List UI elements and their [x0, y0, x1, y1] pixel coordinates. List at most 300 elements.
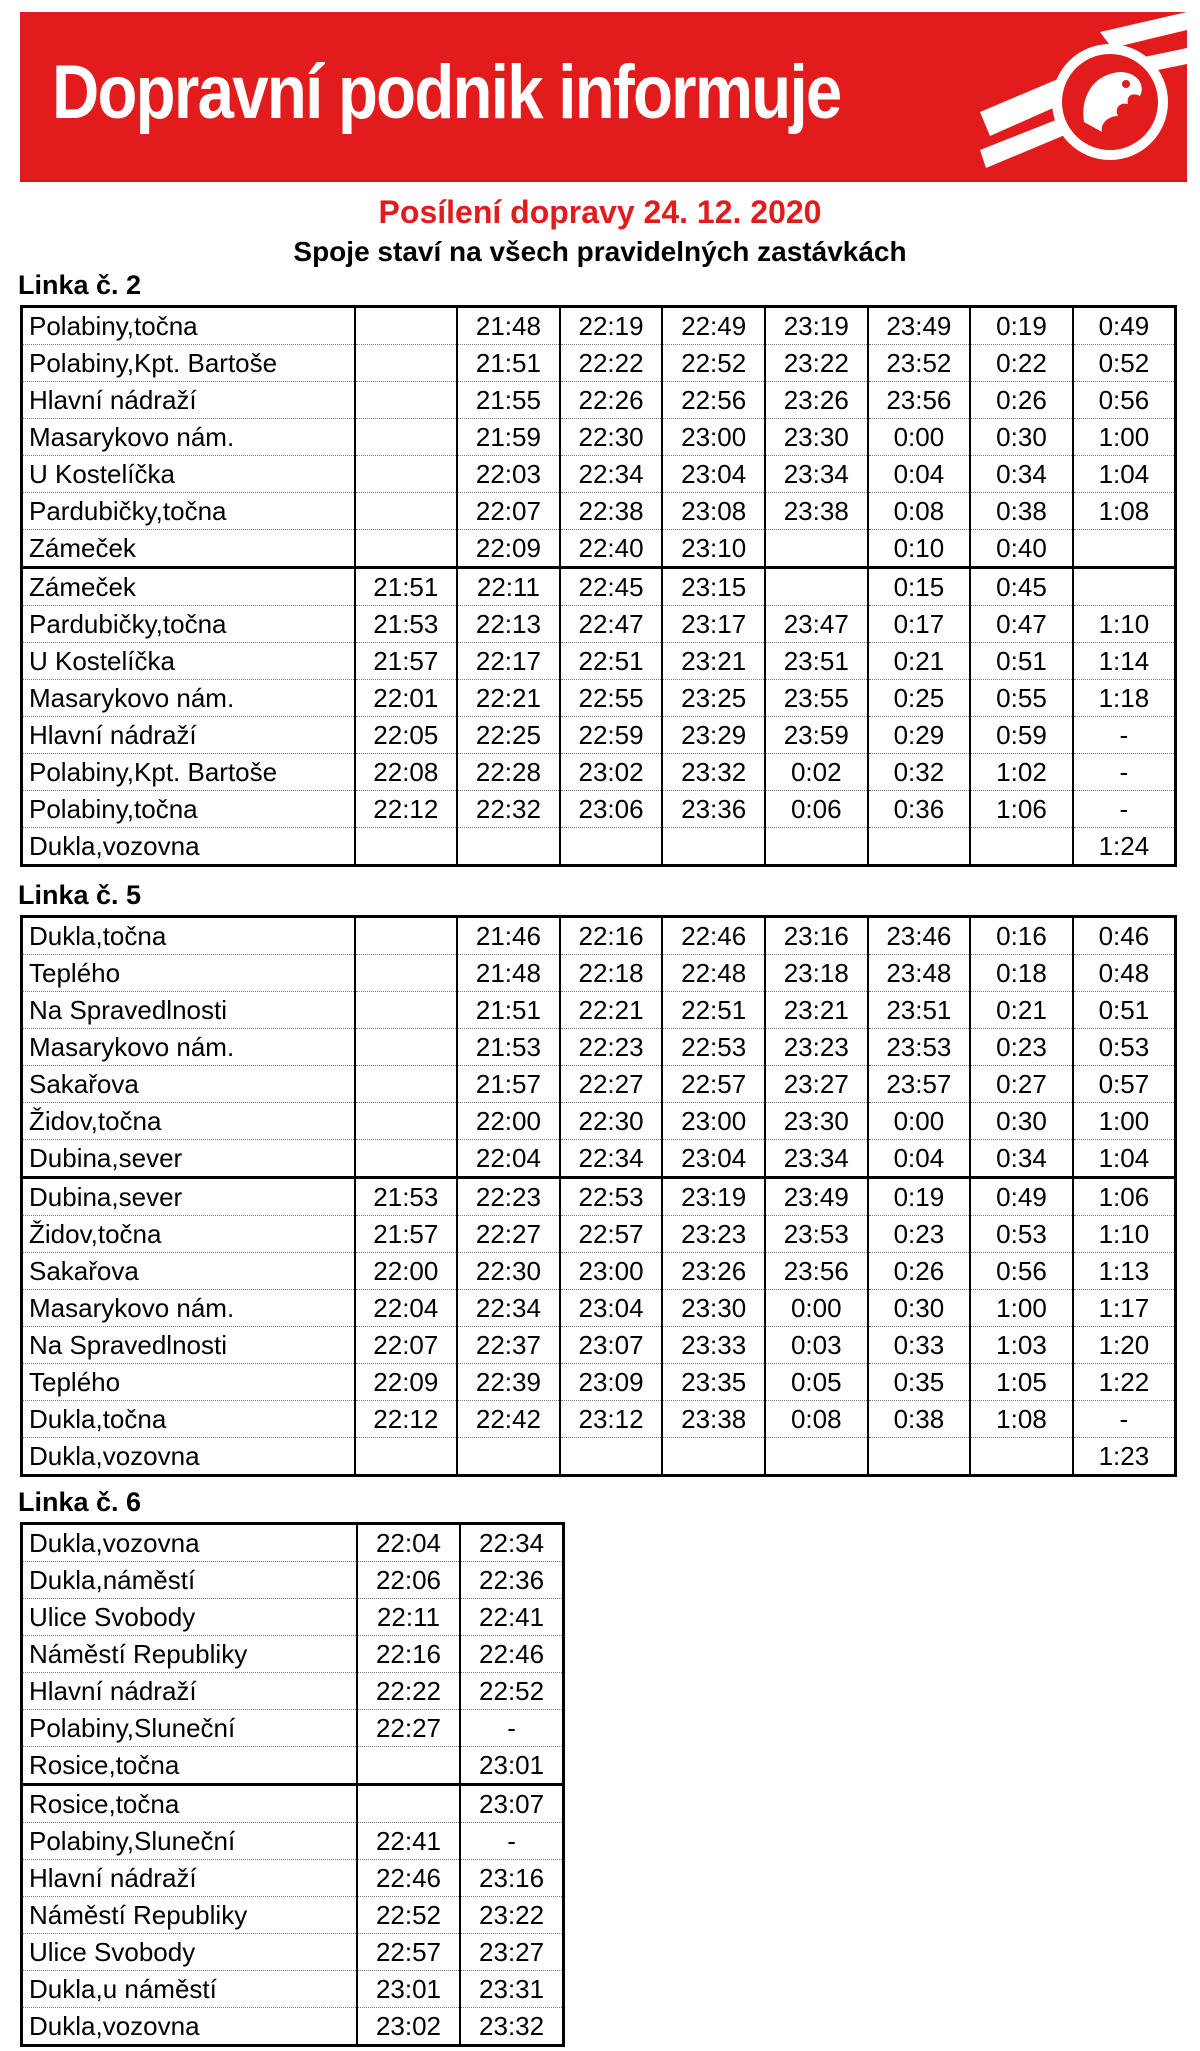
- departure-time: 23:22: [765, 345, 868, 382]
- departure-time: 0:38: [970, 493, 1073, 530]
- departure-time: 1:24: [1073, 828, 1176, 866]
- timetable-row: [22, 1562, 564, 1599]
- timetable-row: [22, 530, 1176, 568]
- departure-time: 22:11: [357, 1599, 460, 1636]
- line-5-label: Linka č. 5: [18, 880, 142, 910]
- departure-time: 23:08: [662, 493, 765, 530]
- timetable-row: [22, 1438, 1176, 1476]
- stop-name: Židov,točna: [22, 1103, 355, 1140]
- timetable-row: [22, 828, 1176, 866]
- departure-time: 0:51: [970, 643, 1073, 680]
- departure-time: 22:22: [560, 345, 663, 382]
- departure-time: [970, 828, 1073, 866]
- stop-name: Hlavní nádraží: [22, 717, 355, 754]
- departure-time: [765, 530, 868, 568]
- departure-time: 0:32: [868, 754, 971, 791]
- departure-time: 22:30: [560, 419, 663, 456]
- departure-time: -: [460, 1710, 563, 1747]
- departure-time: 23:01: [357, 1971, 460, 2008]
- departure-time: 0:25: [868, 680, 971, 717]
- departure-time: [355, 1029, 458, 1066]
- departure-time: 21:48: [457, 955, 560, 992]
- departure-time: [355, 1140, 458, 1178]
- departure-time: 23:22: [460, 1897, 563, 1934]
- departure-time: 21:51: [355, 568, 458, 606]
- departure-time: 23:56: [868, 382, 971, 419]
- departure-time: 0:04: [868, 1140, 971, 1178]
- timetable-row: [22, 1524, 564, 1562]
- departure-time: 22:09: [355, 1364, 458, 1401]
- departure-time: 1:20: [1073, 1327, 1176, 1364]
- departure-time: 0:19: [970, 307, 1073, 345]
- departure-time: 0:19: [868, 1178, 971, 1216]
- departure-time: 22:52: [662, 345, 765, 382]
- departure-time: 23:30: [765, 419, 868, 456]
- departure-time: 22:34: [457, 1290, 560, 1327]
- departure-time: [560, 828, 663, 866]
- departure-time: 1:18: [1073, 680, 1176, 717]
- departure-time: [355, 530, 458, 568]
- stop-name: Sakařova: [22, 1066, 355, 1103]
- departure-time: 23:04: [560, 1290, 663, 1327]
- departure-time: 21:48: [457, 307, 560, 345]
- departure-time: [970, 1438, 1073, 1476]
- departure-time: 22:51: [560, 643, 663, 680]
- departure-time: 23:52: [868, 345, 971, 382]
- departure-time: 0:21: [970, 992, 1073, 1029]
- stop-name: Dukla,u náměstí: [22, 1971, 357, 2008]
- departure-time: 0:16: [970, 917, 1073, 955]
- departure-time: [357, 1785, 460, 1823]
- departure-time: [868, 1438, 971, 1476]
- departure-time: 23:07: [460, 1785, 563, 1823]
- departure-time: [355, 456, 458, 493]
- departure-time: 1:08: [970, 1401, 1073, 1438]
- departure-time: 0:48: [1073, 955, 1176, 992]
- departure-time: 22:57: [357, 1934, 460, 1971]
- timetable-row: [22, 307, 1176, 345]
- departure-time: 22:30: [457, 1253, 560, 1290]
- departure-time: 23:16: [460, 1860, 563, 1897]
- departure-time: 23:47: [765, 606, 868, 643]
- departure-time: 22:37: [457, 1327, 560, 1364]
- departure-time: 22:23: [560, 1029, 663, 1066]
- departure-time: 22:34: [460, 1524, 563, 1562]
- departure-time: 0:30: [868, 1290, 971, 1327]
- departure-time: 22:07: [355, 1327, 458, 1364]
- departure-time: 22:57: [662, 1066, 765, 1103]
- timetable-row: [22, 1710, 564, 1747]
- departure-time: 22:34: [560, 456, 663, 493]
- departure-time: 1:04: [1073, 1140, 1176, 1178]
- timetable-row: [22, 606, 1176, 643]
- departure-time: 22:09: [457, 530, 560, 568]
- departure-time: 22:22: [357, 1673, 460, 1710]
- departure-time: 22:27: [457, 1216, 560, 1253]
- timetable-row: [22, 1860, 564, 1897]
- departure-time: 22:47: [560, 606, 663, 643]
- stop-name: Hlavní nádraží: [22, 1673, 357, 1710]
- departure-time: 0:05: [765, 1364, 868, 1401]
- departure-time: 21:59: [457, 419, 560, 456]
- departure-time: [355, 382, 458, 419]
- stop-name: Dukla,vozovna: [29, 2011, 200, 2041]
- departure-time: 22:16: [560, 917, 663, 955]
- stop-name: Dukla,točna: [22, 1401, 355, 1438]
- timetable-row: [22, 680, 1176, 717]
- departure-time: 23:31: [460, 1971, 563, 2008]
- departure-time: 23:09: [560, 1364, 663, 1401]
- departure-time: 23:27: [765, 1066, 868, 1103]
- timetable-row: [22, 1327, 1176, 1364]
- departure-time: 22:11: [457, 568, 560, 606]
- departure-time: 23:29: [662, 717, 765, 754]
- timetable-row: [22, 1401, 1176, 1438]
- departure-time: 23:21: [662, 643, 765, 680]
- departure-time: [457, 828, 560, 866]
- timetable-row: [22, 1636, 564, 1673]
- departure-time: 21:55: [457, 382, 560, 419]
- stop-name: Polabiny,točna: [22, 791, 355, 828]
- departure-time: 0:33: [868, 1327, 971, 1364]
- departure-time: 23:12: [560, 1401, 663, 1438]
- departure-time: 0:03: [765, 1327, 868, 1364]
- departure-time: 21:53: [355, 606, 458, 643]
- departure-time: 23:53: [765, 1216, 868, 1253]
- departure-time: 23:55: [765, 680, 868, 717]
- departure-time: [1073, 568, 1176, 606]
- departure-time: [765, 568, 868, 606]
- departure-time: 22:49: [662, 307, 765, 345]
- departure-time: 0:36: [868, 791, 971, 828]
- notice-subtitle: Spoje staví na všech pravidelných zastávkách: [293, 236, 907, 267]
- departure-time: 23:00: [662, 1103, 765, 1140]
- timetable-row: [22, 568, 1176, 606]
- departure-time: 0:00: [868, 419, 971, 456]
- timetable-row: [22, 1897, 564, 1934]
- stop-name: U Kostelíčka: [22, 456, 355, 493]
- stop-name: Dukla,náměstí: [22, 1562, 357, 1599]
- departure-time: 22:46: [357, 1860, 460, 1897]
- departure-time: 23:49: [765, 1178, 868, 1216]
- departure-time: 0:49: [970, 1178, 1073, 1216]
- departure-time: 23:07: [560, 1327, 663, 1364]
- departure-time: 23:00: [560, 1253, 663, 1290]
- departure-time: 1:22: [1073, 1364, 1176, 1401]
- departure-time: 0:57: [1073, 1066, 1176, 1103]
- departure-time: 22:04: [457, 1140, 560, 1178]
- departure-time: 23:00: [662, 419, 765, 456]
- departure-time: 23:32: [460, 2008, 563, 2046]
- stop-name: Ulice Svobody: [22, 1934, 357, 1971]
- departure-time: [355, 1438, 458, 1476]
- departure-time: 0:38: [868, 1401, 971, 1438]
- departure-time: 23:34: [765, 1140, 868, 1178]
- departure-time: 1:13: [1073, 1253, 1176, 1290]
- departure-time: 0:27: [970, 1066, 1073, 1103]
- departure-time: -: [1073, 717, 1176, 754]
- departure-time: 23:35: [662, 1364, 765, 1401]
- departure-time: 21:53: [355, 1178, 458, 1216]
- departure-time: 0:34: [970, 1140, 1073, 1178]
- departure-time: 22:12: [355, 791, 458, 828]
- stop-name: Náměstí Republiky: [22, 1636, 357, 1673]
- timetable-row: [22, 1364, 1176, 1401]
- timetable-row: [22, 1290, 1176, 1327]
- departure-time: 23:23: [662, 1216, 765, 1253]
- departure-time: [355, 419, 458, 456]
- departure-time: 23:16: [765, 917, 868, 955]
- departure-time: 0:10: [868, 530, 971, 568]
- departure-time: 23:19: [662, 1178, 765, 1216]
- stop-name: Rosice,točna: [22, 1747, 357, 1785]
- departure-time: [662, 828, 765, 866]
- timetable-row: [22, 1747, 564, 1785]
- header-title: Dopravní podnik informuje: [52, 50, 841, 135]
- timetable-row: [22, 1673, 564, 1710]
- departure-time: 22:17: [457, 643, 560, 680]
- stop-name: Zámeček: [22, 568, 355, 606]
- departure-time: 22:04: [357, 1524, 460, 1562]
- line-2-timetable: [20, 305, 1177, 867]
- timetable-row: [22, 1785, 564, 1823]
- departure-time: 0:53: [970, 1216, 1073, 1253]
- stop-name: Ulice Svobody: [22, 1599, 357, 1636]
- departure-time: 22:46: [460, 1636, 563, 1673]
- departure-time: 0:08: [868, 493, 971, 530]
- departure-time: 23:18: [765, 955, 868, 992]
- timetable-row: [22, 2008, 564, 2046]
- departure-time: [560, 1438, 663, 1476]
- departure-time: -: [1073, 754, 1176, 791]
- departure-time: 1:06: [1073, 1178, 1176, 1216]
- timetable-row: [22, 955, 1176, 992]
- timetable-row: [22, 1934, 564, 1971]
- timetable-row: [22, 456, 1176, 493]
- departure-time: 23:30: [765, 1103, 868, 1140]
- departure-time: 0:46: [1073, 917, 1176, 955]
- horse-emblem-icon: [980, 12, 1187, 180]
- line-6-timetable: [20, 1522, 565, 2047]
- departure-time: 1:04: [1073, 456, 1176, 493]
- departure-time: [765, 828, 868, 866]
- departure-time: 0:18: [970, 955, 1073, 992]
- stop-name: Teplého: [22, 1364, 355, 1401]
- departure-time: 22:16: [357, 1636, 460, 1673]
- departure-time: 22:36: [460, 1562, 563, 1599]
- departure-time: 23:34: [765, 456, 868, 493]
- departure-time: [662, 1438, 765, 1476]
- departure-time: 0:23: [868, 1216, 971, 1253]
- departure-time: 0:15: [868, 568, 971, 606]
- departure-time: 0:00: [765, 1290, 868, 1327]
- departure-time: 0:56: [970, 1253, 1073, 1290]
- timetable-row: [22, 1599, 564, 1636]
- departure-time: 0:04: [868, 456, 971, 493]
- departure-time: 22:56: [662, 382, 765, 419]
- departure-time: 0:02: [765, 754, 868, 791]
- stop-name: Dukla,vozovna: [22, 1524, 357, 1562]
- departure-time: 23:38: [765, 493, 868, 530]
- departure-time: 22:00: [457, 1103, 560, 1140]
- departure-time: 22:26: [560, 382, 663, 419]
- departure-time: 22:39: [457, 1364, 560, 1401]
- stop-name: Masarykovo nám.: [22, 1290, 355, 1327]
- departure-time: 23:46: [868, 917, 971, 955]
- timetable-row: [22, 717, 1176, 754]
- departure-time: 1:10: [1073, 1216, 1176, 1253]
- timetable-row: [22, 643, 1176, 680]
- stop-name: Polabiny,Kpt. Bartoše: [22, 754, 355, 791]
- departure-time: 23:10: [662, 530, 765, 568]
- departure-time: 0:35: [868, 1364, 971, 1401]
- departure-time: 0:52: [1073, 345, 1176, 382]
- departure-time: 22:19: [560, 307, 663, 345]
- timetable-row: [22, 382, 1176, 419]
- departure-time: 0:08: [765, 1401, 868, 1438]
- departure-time: 22:40: [560, 530, 663, 568]
- departure-time: [457, 1438, 560, 1476]
- departure-time: 1:02: [970, 754, 1073, 791]
- departure-time: 22:52: [460, 1673, 563, 1710]
- departure-time: 22:48: [662, 955, 765, 992]
- stop-name: Teplého: [22, 955, 355, 992]
- departure-time: 22:03: [457, 456, 560, 493]
- stop-name: Dukla,točna: [22, 917, 355, 955]
- departure-time: 22:42: [457, 1401, 560, 1438]
- departure-time: [355, 955, 458, 992]
- departure-time: [355, 345, 458, 382]
- notice-title: Posílení dopravy 24. 12. 2020: [378, 194, 822, 230]
- departure-time: 23:06: [560, 791, 663, 828]
- stop-name: Polabiny,točna: [22, 307, 355, 345]
- departure-time: 0:17: [868, 606, 971, 643]
- departure-time: 1:00: [970, 1290, 1073, 1327]
- departure-time: 23:53: [868, 1029, 971, 1066]
- timetable-row: [22, 493, 1176, 530]
- departure-time: 22:38: [560, 493, 663, 530]
- departure-time: 22:21: [457, 680, 560, 717]
- departure-time: 22:21: [560, 992, 663, 1029]
- stop-name: Sakařova: [22, 1253, 355, 1290]
- stop-name: Pardubičky,točna: [22, 493, 355, 530]
- stop-name: Na Spravedlnosti: [22, 992, 355, 1029]
- departure-time: 21:46: [457, 917, 560, 955]
- departure-time: 23:23: [765, 1029, 868, 1066]
- header-banner: [20, 12, 1187, 182]
- departure-time: 22:18: [560, 955, 663, 992]
- timetable-row: [22, 1029, 1176, 1066]
- stop-name: Židov,točna: [22, 1216, 355, 1253]
- departure-time: 22:41: [357, 1823, 460, 1860]
- timetable-row: [22, 419, 1176, 456]
- timetable-row: [22, 1823, 564, 1860]
- timetable-row: [22, 917, 1176, 955]
- departure-time: 1:05: [970, 1364, 1073, 1401]
- departure-time: 23:04: [662, 456, 765, 493]
- departure-time: 23:36: [662, 791, 765, 828]
- departure-time: 0:23: [970, 1029, 1073, 1066]
- departure-time: 21:57: [355, 643, 458, 680]
- departure-time: [355, 307, 458, 345]
- departure-time: 23:27: [460, 1934, 563, 1971]
- departure-time: 23:01: [460, 1747, 563, 1785]
- departure-time: 23:04: [662, 1140, 765, 1178]
- stop-name: Masarykovo nám.: [22, 419, 355, 456]
- departure-time: 22:05: [355, 717, 458, 754]
- departure-time: -: [1073, 1401, 1176, 1438]
- departure-time: 22:53: [560, 1178, 663, 1216]
- departure-time: 0:53: [1073, 1029, 1176, 1066]
- departure-time: 22:45: [560, 568, 663, 606]
- departure-time: 23:51: [868, 992, 971, 1029]
- stop-name: Dukla,vozovna: [29, 1441, 200, 1471]
- departure-time: 22:59: [560, 717, 663, 754]
- departure-time: 23:15: [662, 568, 765, 606]
- stop-name: Dubina,sever: [22, 1178, 355, 1216]
- departure-time: 23:33: [662, 1327, 765, 1364]
- departure-time: 22:34: [560, 1140, 663, 1178]
- departure-time: [355, 992, 458, 1029]
- departure-time: 23:21: [765, 992, 868, 1029]
- departure-time: 22:32: [457, 791, 560, 828]
- departure-time: 22:06: [357, 1562, 460, 1599]
- stop-name: U Kostelíčka: [22, 643, 355, 680]
- stop-name: Náměstí Republiky: [22, 1897, 357, 1934]
- departure-time: 21:53: [457, 1029, 560, 1066]
- departure-time: 23:57: [868, 1066, 971, 1103]
- departure-time: 1:03: [970, 1327, 1073, 1364]
- departure-time: 1:23: [1073, 1438, 1176, 1476]
- stop-name: Masarykovo nám.: [22, 1029, 355, 1066]
- departure-time: 23:26: [765, 382, 868, 419]
- departure-time: 0:00: [868, 1103, 971, 1140]
- departure-time: 22:57: [560, 1216, 663, 1253]
- stop-name: Zámeček: [22, 530, 355, 568]
- timetable-row: [22, 1066, 1176, 1103]
- departure-time: 22:41: [460, 1599, 563, 1636]
- line-5-timetable: [20, 915, 1177, 1477]
- departure-time: [355, 1066, 458, 1103]
- departure-time: 22:01: [355, 680, 458, 717]
- departure-time: 0:26: [970, 382, 1073, 419]
- departure-time: 23:48: [868, 955, 971, 992]
- departure-time: 21:57: [355, 1216, 458, 1253]
- departure-time: 23:17: [662, 606, 765, 643]
- departure-time: 0:59: [970, 717, 1073, 754]
- timetable-row: [22, 992, 1176, 1029]
- timetable-row: [22, 1216, 1176, 1253]
- departure-time: 22:12: [355, 1401, 458, 1438]
- stop-name: Polabiny,Kpt. Bartoše: [22, 345, 355, 382]
- departure-time: 1:10: [1073, 606, 1176, 643]
- stop-name: Polabiny,Sluneční: [22, 1710, 357, 1747]
- departure-time: 22:04: [355, 1290, 458, 1327]
- stop-name: Dubina,sever: [22, 1140, 355, 1178]
- stop-name: Na Spravedlnosti: [22, 1327, 355, 1364]
- departure-time: 23:02: [357, 2008, 460, 2046]
- departure-time: [355, 917, 458, 955]
- departure-time: 0:22: [970, 345, 1073, 382]
- departure-time: 22:52: [357, 1897, 460, 1934]
- timetable-row: [22, 1178, 1176, 1216]
- departure-time: [1073, 530, 1176, 568]
- timetable-row: [22, 754, 1176, 791]
- departure-time: 22:30: [560, 1103, 663, 1140]
- departure-time: 22:46: [662, 917, 765, 955]
- departure-time: 1:00: [1073, 419, 1176, 456]
- stop-name: Hlavní nádraží: [22, 1860, 357, 1897]
